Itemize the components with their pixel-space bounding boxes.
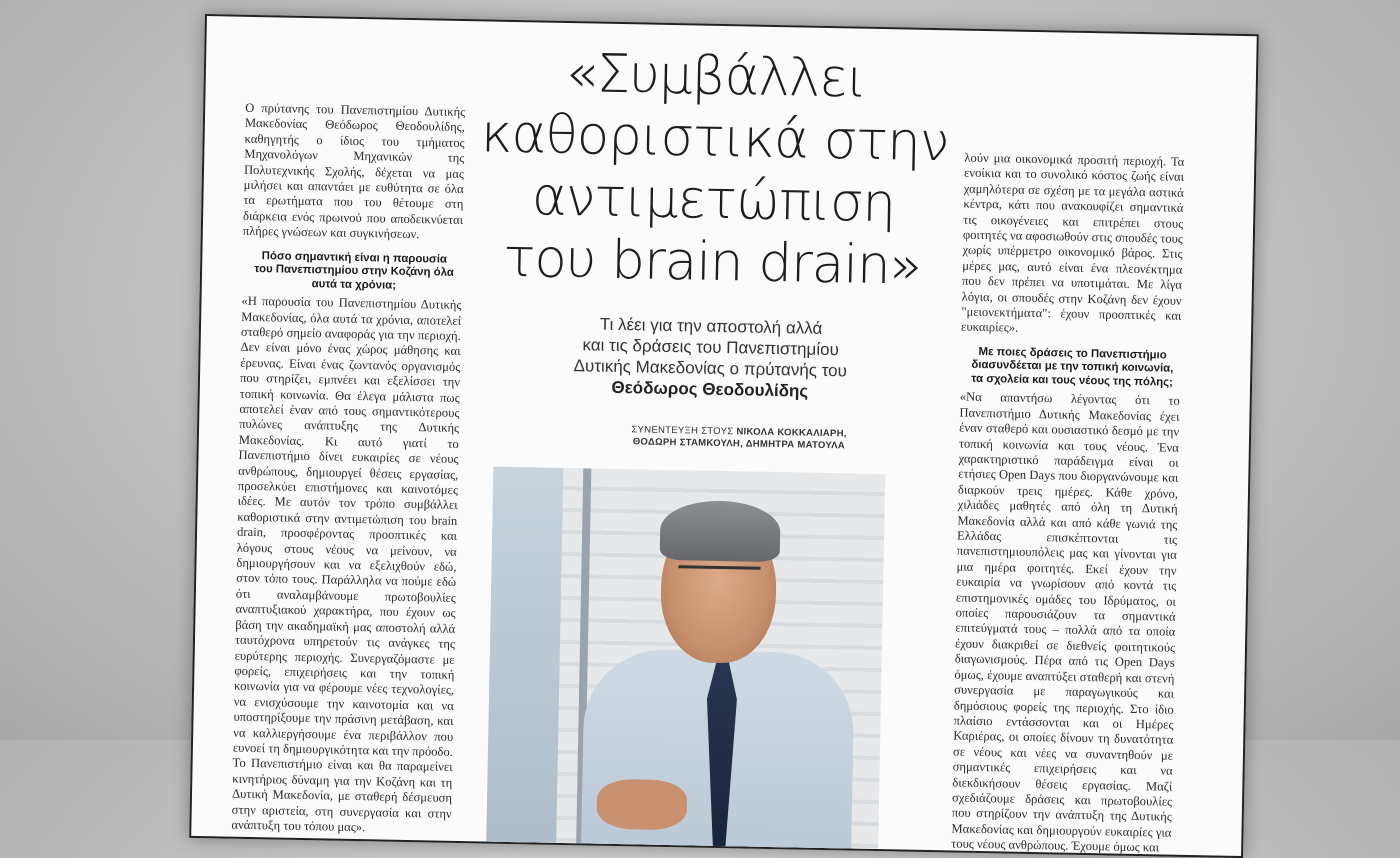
headline-line: αντιμετώπιση xyxy=(531,166,896,235)
subtitle-line: και τις δράσεις του Πανεπιστημίου xyxy=(582,335,840,360)
right-article-column xyxy=(951,151,1185,858)
subtitle-line: Τι λέει για την αποστολή αλλά xyxy=(599,314,823,338)
headline-line: του brain drain» xyxy=(502,227,922,297)
intro-paragraph: Ο πρύτανης του Πανεπιστημίου Δυτικής Μακεδονίας Θεόδωρος Θεοδουλίδης, καθηγητής ο ίδιος του τμήματος Μηχανολόγων Μηχανικών της Πολυτεχνικής Σχολής, δέχεται να μας μιλήσει και απαντάει με ευθύτητα σε όλα τα ερωτήματα που του θέτουμε στη διάρκεια ενός πρωινού που αποδεικνύεται πλήρες γνώσεων και συγκινήσεων. xyxy=(242,100,466,242)
subtitle-person-name: Θεόδωρος Θεοδουλίδης xyxy=(611,377,809,401)
interview-question: Πόσο σημαντική είναι η παρουσία του Πανεπιστημίου στην Κοζάνη όλα αυτά τα χρόνια; xyxy=(254,249,454,292)
newspaper-page xyxy=(189,14,1259,858)
answer-paragraph: «Να απαντήσω λέγοντας ότι το Πανεπιστήμιο Δυτικής Μακεδονίας έχει έναν σταθερό και ουσιαστικό δεσμό με την τοπική κοινωνία και τους νέους. Ένα χαρακτηριστικό παράδειγμα είναι οι ετήσιες Open Days που διοργανώνουμε και διαρκούν τρεις ημέρες. Κάθε χρόνο, χιλιάδες μαθητές από όλη τη Δυτική Μακεδονία αλλά και από κάθε γωνιά της Ελλάδας επισκέπτονται τις πανεπιστημιουπόλεις μας και γίνονται για μια ημέρα φοιτητές. Εκεί έχουν την ευκαιρία να γνωρίσουν από κοντά τις επιστημονικές ομάδες του Ιδρύματος, οι οποίες παρουσιάζουν τα σημαντικά επιτεύγματά τους – πολλά από τα οποία έχουν διακριθεί σε διεθνείς φοιτητικούς διαγωνισμούς. Πέρα από τις Open Days όμως, έχουμε αναπτύξει σταθερή και στενή συνεργασία με παραγωγικούς και δημόσιους φορείς της περιοχής. Στο ίδιο πλαίσιο εντάσσονται και οι Ημέρες Καριέρας, οι οποίες δίνουν τη δυνατότητα σε νέους και νέες να συναντηθούν με σημαντικές επιχειρήσεις και να διεκδικήσουν θέσεις εργασίας. Μαζί σχεδιάζουμε δράσεις και πρωτοβουλίες που στηρίζουν την ανάπτυξη της Δυτικής Μακεδονίας και δημιουργούν ευκαιρίες για τους νέους ανθρώπους. Έχουμε όμως και xyxy=(951,389,1180,855)
article-subtitle xyxy=(500,312,922,404)
person-glasses xyxy=(678,565,760,588)
interviewer-names: ΘΟΔΩΡΗ ΣΤΑΜΚΟΥΛΗ, ΔΗΜΗΤΡΑ ΜΑΤΟΥΛΑ xyxy=(632,436,846,452)
interviewer-names: ΝΙΚΟΛΑ ΚΟΚΚΑΛΙΑΡΗ, xyxy=(736,426,847,440)
left-article-column xyxy=(231,101,465,843)
headline-line: «Συμβάλλει xyxy=(564,42,867,110)
interview-question: Με ποιες δράσεις το Πανεπιστήμιο διασυνδέεται με την τοπική κοινωνία, τα σχολεία και τους νέους της πόλης; xyxy=(971,345,1174,389)
continued-paragraph: λούν μια οικονομικά προσιτή περιοχή. Τα ενοίκια και το συνολικό κόστος ζωής είναι χαμηλότερα σε σχέση με τα μεγάλα αστικά κέντρα, κάτι που ανακουφίζει σημαντικά τις οικογένειες και επιτρέπει στους φοιτητές να αφοσιωθούν στις σπουδές τους χωρίς υπέρμετρο οικονομικό βάρος. Στις μέρες μας, αυτό είναι ένα πλεονέκτημα που δεν πρέπει να υποτιμάται. Με λίγα λόγια, οι σπουδές στην Κοζάνη δεν έχουν "μειονεκτήματα": έχουν προοπτικές και ευκαιρίες». xyxy=(960,150,1185,336)
subtitle-line: Δυτικής Μακεδονίας ο πρύτανής του xyxy=(573,356,848,381)
answer-paragraph: «Η παρουσία του Πανεπιστημίου Δυτικής Μακεδονίας, όλα αυτά τα χρόνια, αποτελεί σταθερό σημείο αναφοράς για την περιοχή. Δεν είναι μόνο ένας χώρος μάθησης και έρευνας. Είναι ένας ζωντανός οργανισμός που στηρίζει, εμπνέει και εξελίσσει την τοπική κοινωνία. Θα έλεγα μάλιστα πως αποτελεί έναν από τους σημαντικότερους πυλώνες ανάπτυξης της Δυτικής Μακεδονίας. Κι αυτό γιατί το Πανεπιστήμιο δίνει ευκαιρίες σε νέους ανθρώπους, δημιουργεί θέσεις εργασίας, προσελκύει επιστήμονες και καινοτόμες ιδέες. Με αυτόν τον τρόπο συμβάλλει καθοριστικά στην αντιμετώπιση του brain drain, προσφέροντας προοπτικές και λόγους στους νέους να μείνουν, να δημιουργήσουν και να εξελιχθούν εδώ, στον τόπο τους. Παράλληλα να πούμε εδώ ότι αναλαμβάνουμε πρωτοβουλίες αναπτυξιακού χαρακτήρα, που έχουν ως βάση την ακαδημαϊκή μας αποστολή αλλά ταυτόχρονα υπηρετούν τις ανάγκες της ευρύτερης περιοχής. Συνεργαζόμαστε με φορείς, επιχειρήσεις και την τοπική κοινωνία για να φέρουμε νέες τεχνολογίες, να ενισχύσουμε την καινοτομία και να υποστηρίξουμε την πράσινη μετάβαση, και να καλλιεργήσουμε ένα περιβάλλον που ευνοεί τη δημιουργικότητα και την πρόοδο. Το Πανεπιστήμιο είναι και θα παραμείνει κινητήριος δύναμη για την Κοζάνη και τη Δυτική Μακεδονία, με σταθερή δέσμευση στην αριστεία, στη συνεργασία και στην ανάπτυξη του τόπου μας». xyxy=(231,293,462,835)
rector-photo xyxy=(486,467,885,854)
interview-prefix: ΣΥΝΕΝΤΕΥΞΗ ΣΤΟΥΣ xyxy=(631,424,734,438)
person-hand xyxy=(596,779,687,831)
person-hair xyxy=(660,500,781,562)
headline-line: καθοριστικά στην xyxy=(480,103,949,174)
window-background xyxy=(486,467,563,848)
interview-credits xyxy=(529,422,949,454)
article-headline xyxy=(467,41,962,298)
